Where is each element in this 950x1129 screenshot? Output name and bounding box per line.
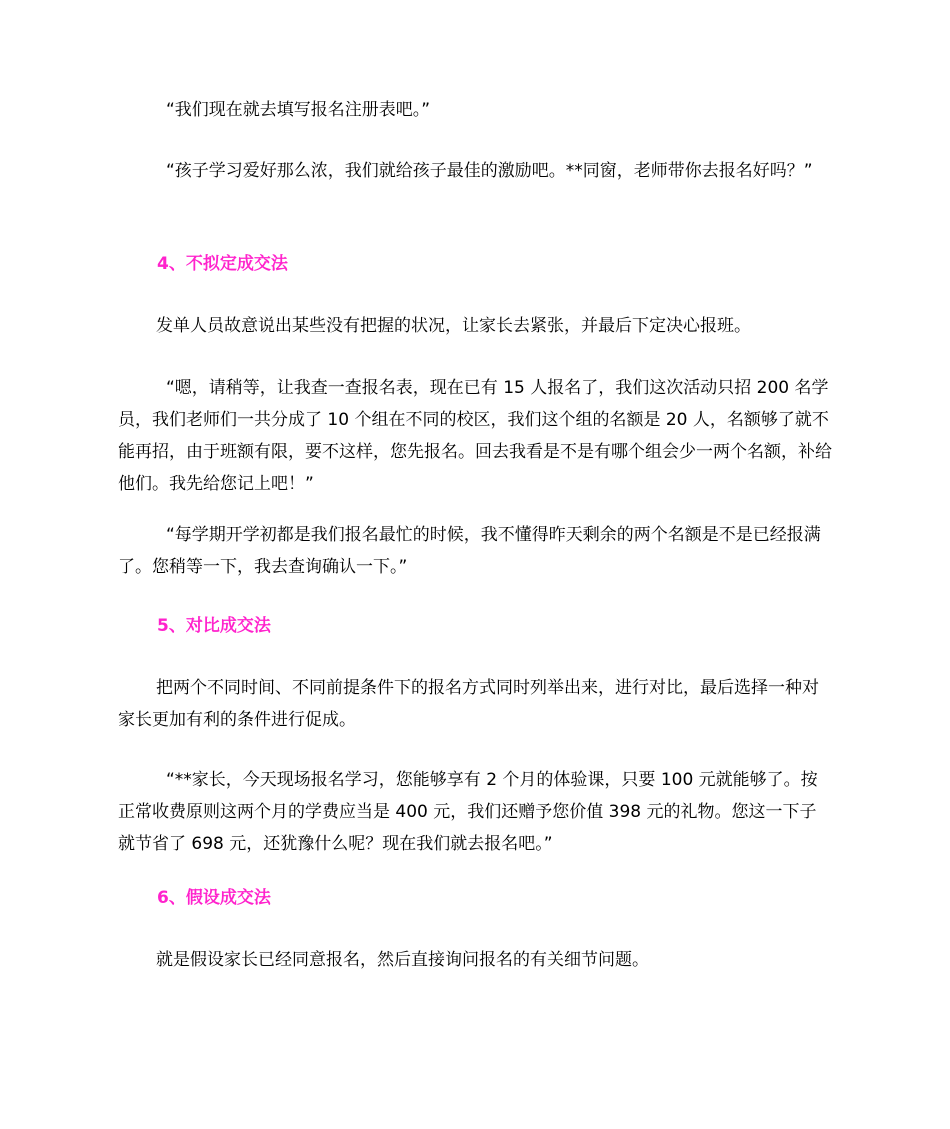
- section-heading-5: 5、对比成交法: [157, 616, 271, 636]
- paragraph-8: 就是假设家长已经同意报名，然后直接询问报名的有关细节问题。: [156, 950, 649, 970]
- paragraph-7: “**家长，今天现场报名学习，您能够享有 2 个月的体验课，只要 100 元就能够了。按正常收费原则这两个月的学费应当是 400 元，我们还赠予您价值 398 元的礼物。您这一下子就节省了 698 元，还犹豫什么呢？现在我们就去报名吧。”: [118, 770, 818, 854]
- paragraph-5: “每学期开学初都是我们报名最忙的时候，我不懂得昨天剩余的两个名额是不是已经报满了。您稍等一下，我去查询确认一下。”: [118, 525, 821, 577]
- section-heading-4: 4、不拟定成交法: [157, 254, 288, 274]
- paragraph-4: “嗯，请稍等，让我查一查报名表，现在已有 15 人报名了，我们这次活动只招 200 名学员，我们老师们一共分成了 10 个组在不同的校区，我们这个组的名额是 20 人，名额够了就不能再招，由于班额有限，要不这样，您先报名。回去我看是不是有哪个组会少一两个名额，补给他们。我先给您记上吧！”: [118, 378, 832, 494]
- paragraph-6: 把两个不同时间、不同前提条件下的报名方式同时列举出来，进行对比，最后选择一种对家长更加有利的条件进行促成。: [118, 678, 819, 730]
- paragraph-3: 发单人员故意说出某些没有把握的状况，让家长去紧张，并最后下定决心报班。: [156, 316, 751, 336]
- paragraph-2: “孩子学习爱好那么浓，我们就给孩子最佳的激励吧。**同窗，老师带你去报名好吗？”: [166, 161, 813, 181]
- paragraph-1: “我们现在就去填写报名注册表吧。”: [166, 100, 431, 120]
- section-heading-6: 6、假设成交法: [157, 888, 271, 908]
